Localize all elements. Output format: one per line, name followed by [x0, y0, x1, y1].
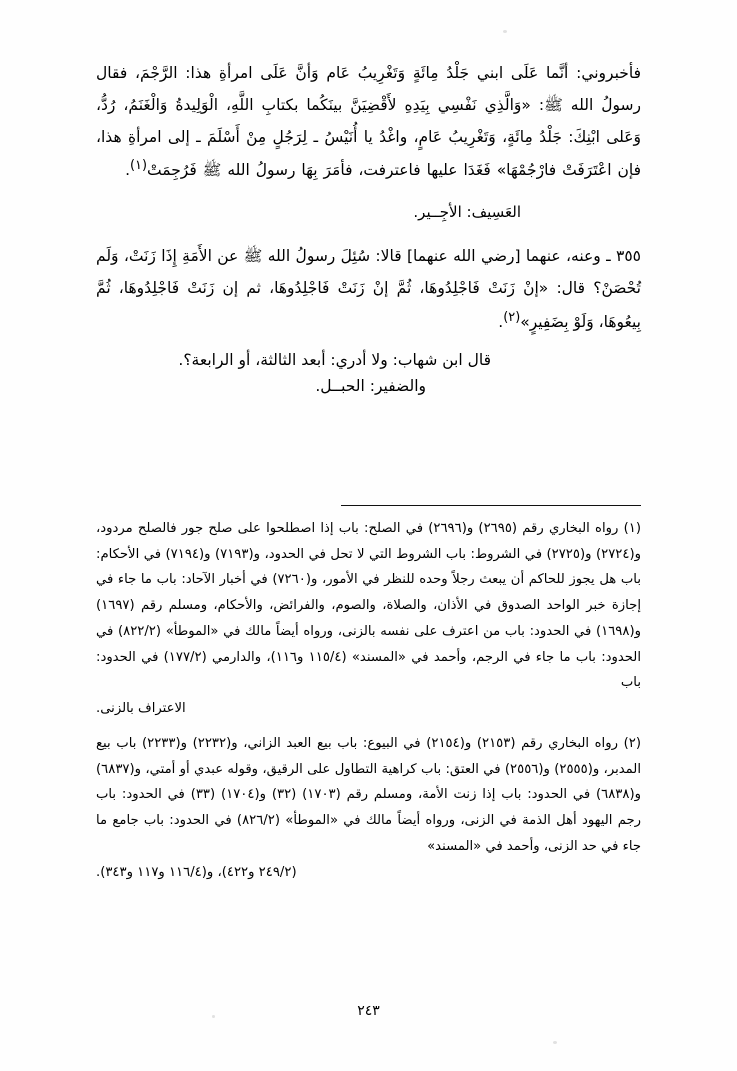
footnote-ref-1[interactable]: (١): [130, 158, 148, 174]
footnote-1-text: رواه البخاري رقم (٢٦٩٥) و(٢٦٩٦) في الصلح: باب إذا اصطلحوا على صلح جور فالصلح مردود، و(٢٧٢٤) و(٢٧٢٥) في الشروط: باب الشروط التي لا تحل في الحدود، و(٧١٩٣) و(٧١٩٤) في الأحكام: باب هل يجوز للحاكم أن يبعث رجلاً وحده للنظر في الأمور، و(٧٢٦٠) في أخبار الآحاد: باب ما جاء في إجازة خبر الواحد الصدوق في الأذان، والصلاة، والصوم، والفرائض، والأحكام، ومسلم رقم (١٦٩٧) و(١٦٩٨) في الحدود: باب من اعترف على نفسه بالزنى، ورواه أيضاً مالك في «الموطأ» (٨٢٢/٢) في الحدود: باب ما جاء في الرجم، وأحمد في «المسند» (١١٥/٤ و١١٦)، والدارمي (١٧٧/٢) في الحدود: باب: [96, 521, 641, 691]
hadith-body: [96, 58, 641, 187]
ibn-shihab-note: [96, 351, 641, 369]
page-number: ٢٤٣: [357, 1003, 380, 1019]
footnote-separator: [341, 505, 641, 506]
footnote-1-last-line: الاعتراف بالزنى.: [96, 701, 186, 717]
hadith-number: ٣٥٥ ـ: [606, 247, 641, 266]
paragraph-two-text: وعنه، عنهما [رضي الله عنهما] قالا: سُئِلَ رسولُ الله ﷺ عن الأَمَةِ إِذَا زَنَتْ، وَلَم تُحْصَنْ؟ قال: «إنْ زَنَتْ فَاجْلِدُوهَا، ثُمَّ إنْ زَنَتْ فَاجْلِدُوهَا، ثم إن زَنَتْ فَاجْلِدُوهَا، ثُمَّ بِيعُوهَا، وَلَوْ بِضَفِيرٍ»: [96, 247, 641, 331]
gloss-one: [96, 197, 641, 227]
gloss-two: [96, 377, 641, 395]
footnote-ref-2[interactable]: (٢): [503, 309, 521, 325]
paragraph-two-period: .: [498, 312, 504, 331]
gloss-two-text: والضفير: الحبــل.: [315, 376, 426, 395]
ibn-shihab-text: قال ابن شهاب: ولا أدري: أبعد الثالثة، أو الرابعة؟.: [178, 350, 491, 369]
paragraph-one-text: فأخبروني: أنَّما عَلَى ابني جَلْدُ مِائَةٍ وَتَغْرِيبُ عَام وَأنَّ عَلَى امرأةِ هذا: الرَّجْمَ، فقال رسولُ الله ﷺ: «وَالَّذِي نَفْسِي بِيَدِهِ لأَقْضِيَنَّ بينَكُما بكتابِ اللَّهِ، الْوَلِيدةُ وَالْغَنَمُ، رُدُّ، وَعَلى ابْنِكَ: جَلْدُ مِائَةٍ، وَتَغْرِيبُ عَامٍ، واغْدُ يا أُنَيْسُ ـ لِرَجُلٍ مِنْ أَسْلَمَ ـ إلى امرأةِ هذا، فإن اعْتَرَفَتْ فارْجُمْهَا» فَغَدَا عليها فاعترفت، فأمَرَ بِهَا رسولُ الله ﷺ فَرُجِمَتْ: [96, 64, 641, 180]
footnotes-section: [96, 516, 641, 894]
scan-speck: [503, 30, 507, 33]
footnote-2-text: رواه البخاري رقم (٢١٥٣) و(٢١٥٤) في البيوع: باب بيع العبد الزاني، و(٢٢٣٢) و(٢٢٣٣) باب بيع المدبر، و(٢٥٥٥) و(٢٥٥٦) في العتق: باب كراهية التطاول على الرقيق، وقوله عبدي أو أمتي، و(٦٨٣٧) و(٦٨٣٨) في الحدود: باب إذا زنت الأمة، ومسلم رقم (١٧٠٣) (٣٢) و(١٧٠٤) (٣٣) في الحدود: باب رجم اليهود أهل الذمة في الزنى، ورواه أيضاً مالك في «الموطأ» (٨٢٦/٢) في الحدود: باب جامع ما جاء في حد الزنى، وأحمد في «المسند»: [96, 735, 641, 854]
footnote-1: [96, 516, 641, 722]
scan-speck: [553, 1041, 557, 1044]
page-content: [96, 58, 641, 395]
footnote-2-last-line: (٢٤٩/٢ و٤٢٢)، و(١١٦/٤ و١١٧ و٣٤٣).: [96, 864, 297, 880]
footnote-2-marker: (٢): [623, 735, 641, 751]
paragraph-one: [96, 58, 641, 187]
hadith-entry-355: [96, 241, 641, 338]
gloss-one-text: العَسِيف: الأجِــير.: [413, 203, 521, 222]
footnote-1-marker: (١): [623, 521, 641, 536]
footnote-2: [96, 731, 641, 885]
paragraph-one-period: .: [125, 161, 130, 180]
